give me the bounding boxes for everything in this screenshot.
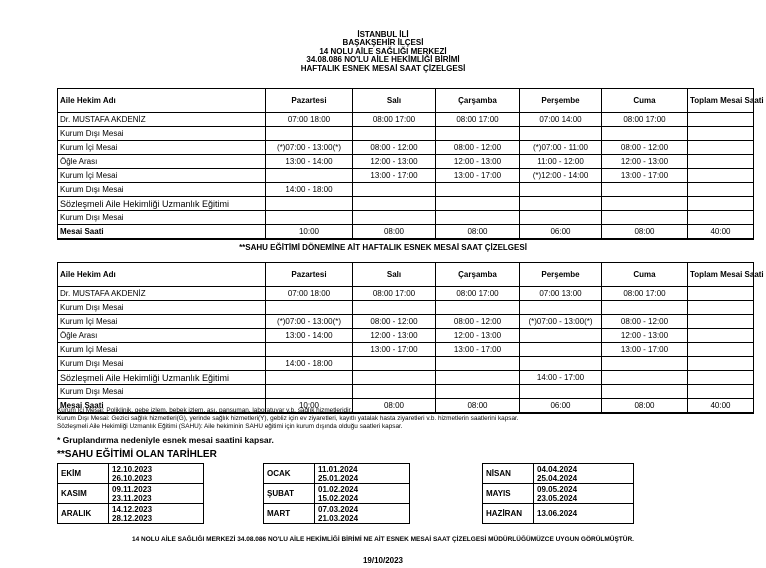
schedule-table-1 [57,88,764,240]
sahu-dates-col2 [263,463,410,524]
row-label: Kurum Dışı Mesai [58,301,266,315]
table-cell [688,197,754,211]
table-cell [688,169,754,183]
row-label: Öğle Arası [58,155,266,169]
table-cell [602,211,688,225]
row-label: Sözleşmeli Aile Hekimliği Uzmanlık Eğitimi [58,371,266,385]
table-cell: 08:00 - 12:00 [602,315,688,329]
table-header-row [58,263,754,287]
table-cell [266,385,353,399]
table-cell: 08:00 - 12:00 [436,315,520,329]
training-date-1: 13.06.2024 [537,509,578,518]
total-cell: 08:00 [353,399,436,414]
total-cell: 40:00 [688,225,754,240]
row-label: Kurum Dışı Mesai [58,211,266,225]
training-date-1: 09.05.2024 [537,484,578,494]
column-header: Pazartesi [266,89,353,113]
month-label: NİSAN [483,464,534,484]
training-dates [315,464,410,484]
row-label: Kurum Dışı Mesai [58,385,266,399]
sahu-date-row [264,464,410,484]
column-header: Cuma [602,89,688,113]
table-cell [688,329,754,343]
table-row [58,211,754,225]
approval-footer: 14 NOLU AİLE SAĞLIĞI MERKEZİ 34.08.086 NO'LU AİLE HEKİMLİĞİ BİRİMİ NE AİT ESNEK MESAİ SAAT ÇİZELGESİ MÜDÜRLÜĞÜMÜZCE UYGUN GÖRÜLMÜŞTÜR. [132,536,634,543]
table-cell: 13:00 - 17:00 [436,343,520,357]
grouping-note: * Gruplandırma nedeniyle esnek mesai saatini kapsar. [57,435,274,445]
month-label: MAYIS [483,484,534,504]
total-label: Mesai Saati [58,399,266,414]
table-cell [688,127,754,141]
table-cell: (*)12:00 - 14:00 [520,169,602,183]
column-header: Toplam Mesai Saati [688,89,754,113]
sahu-date-row [264,504,410,524]
sahu-schedule-title: **SAHU EĞİTİMİ DÖNEMİNE AİT HAFTALIK ESNEK MESAİ SAAT ÇİZELGESİ [239,243,527,252]
table-cell: (*)07:00 - 13:00(*) [266,141,353,155]
total-cell: 06:00 [520,399,602,414]
row-label: Kurum Dışı Mesai [58,183,266,197]
training-date-2: 23.11.2023 [112,493,152,503]
table-cell [688,315,754,329]
table-cell: 08:00 17:00 [436,113,520,127]
table-cell: 07:00 18:00 [266,287,353,301]
table-row [58,113,754,127]
table-cell [266,211,353,225]
training-date-2: 26.10.2023 [112,473,153,483]
sahu-date-row [483,504,634,524]
table-row [58,385,754,399]
table-cell [266,343,353,357]
column-header: Pazartesi [266,263,353,287]
table-row [58,127,754,141]
document-header [0,31,766,73]
sahu-dates-title: **SAHU EĞİTİMİ OLAN TARİHLER [57,449,217,460]
table-cell [436,211,520,225]
training-date-2: 21.03.2024 [318,513,359,523]
table-cell: 07:00 13:00 [520,287,602,301]
sahu-date-row [483,464,634,484]
table-row [58,371,754,385]
training-dates [109,464,204,484]
table-cell [520,329,602,343]
table-cell [436,301,520,315]
table-cell: 08:00 17:00 [353,287,436,301]
training-dates [534,504,634,524]
month-label: ARALIK [58,504,109,524]
training-date-2: 25.04.2024 [537,473,578,483]
table-cell [436,127,520,141]
column-header: Çarşamba [436,89,520,113]
table-cell [266,301,353,315]
total-cell: 08:00 [436,399,520,414]
table-cell [266,169,353,183]
month-label: HAZİRAN [483,504,534,524]
total-cell: 08:00 [436,225,520,240]
table-cell [353,183,436,197]
training-date-1: 04.04.2024 [537,464,578,474]
training-date-1: 09.11.2023 [112,484,152,494]
table-cell [353,211,436,225]
table-cell [353,301,436,315]
total-row [58,225,754,240]
column-header: Salı [353,89,436,113]
column-header: Perşembe [520,89,602,113]
table-cell [353,127,436,141]
table-cell [520,301,602,315]
training-date-1: 12.10.2023 [112,464,153,474]
row-label: Dr. MUSTAFA AKDENİZ [58,113,266,127]
table-cell [688,141,754,155]
table-cell: 08:00 17:00 [436,287,520,301]
table-cell: 13:00 - 14:00 [266,329,353,343]
total-cell: 06:00 [520,225,602,240]
table-cell [436,357,520,371]
table-cell [520,127,602,141]
table-row [58,287,754,301]
table-cell [520,343,602,357]
table-cell [353,385,436,399]
table-cell: 13:00 - 17:00 [602,169,688,183]
training-date-1: 11.01.2024 [318,464,358,474]
training-date-2: 25.01.2024 [318,473,359,483]
table-cell [602,385,688,399]
column-header: Çarşamba [436,263,520,287]
table-cell [520,385,602,399]
row-label: Kurum İçi Mesai [58,343,266,357]
table-cell: 12:00 - 13:00 [602,329,688,343]
total-cell: 40:00 [688,399,754,414]
table-cell: 11:00 - 12:00 [520,155,602,169]
table-row [58,329,754,343]
training-date-2: 23.05.2024 [537,493,578,503]
table-cell [688,385,754,399]
table-cell [520,197,602,211]
table-cell [602,357,688,371]
table-cell [688,343,754,357]
table-cell [520,183,602,197]
row-label: Kurum Dışı Mesai [58,127,266,141]
definitions-notes [57,407,519,432]
training-dates [315,504,410,524]
column-header: Salı [353,263,436,287]
header-title: HAFTALIK ESNEK MESAİ SAAT ÇİZELGESİ [300,63,466,73]
month-label: EKİM [58,464,109,484]
table-cell: 07:00 14:00 [520,113,602,127]
column-header: Perşembe [520,263,602,287]
header-district: BAŞAKŞEHİR İLÇESİ [342,38,424,48]
training-dates [534,464,634,484]
table-cell: 12:00 - 13:00 [436,155,520,169]
sahu-dates-col1 [57,463,204,524]
table-row [58,197,754,211]
table-cell: (*)07:00 - 13:00(*) [266,315,353,329]
table-cell: 13:00 - 17:00 [436,169,520,183]
table-cell [688,371,754,385]
table-cell [602,301,688,315]
schedule-table-2 [57,262,764,414]
month-label: OCAK [264,464,315,484]
column-header: Cuma [602,263,688,287]
row-label: Dr. MUSTAFA AKDENİZ [58,287,266,301]
table-cell: 08:00 17:00 [602,287,688,301]
table-cell [266,127,353,141]
total-cell: 08:00 [602,225,688,240]
header-center: 14 NOLU AİLE SAĞLIĞI MERKEZİ [319,46,447,56]
table-cell [688,301,754,315]
table-cell [602,371,688,385]
total-cell: 08:00 [602,399,688,414]
training-date-2: 28.12.2023 [112,513,153,523]
table-cell: 08:00 17:00 [353,113,436,127]
table-cell [436,197,520,211]
training-dates [534,484,634,504]
table-header-row [58,89,754,113]
table-row [58,357,754,371]
sahu-date-row [58,504,204,524]
sahu-date-row [483,484,634,504]
table-cell [266,371,353,385]
training-date-2: 15.02.2024 [318,493,359,503]
table-cell: 12:00 - 13:00 [602,155,688,169]
table-cell: 07:00 18:00 [266,113,353,127]
table-row [58,155,754,169]
month-label: MART [264,504,315,524]
table-row [58,183,754,197]
table-cell [353,357,436,371]
table-cell [266,197,353,211]
table-cell: 08:00 - 12:00 [353,315,436,329]
table-cell [353,371,436,385]
table-cell: 08:00 17:00 [602,113,688,127]
table-cell [436,371,520,385]
training-date-1: 14.12.2023 [112,504,153,514]
sahu-date-row [58,464,204,484]
table-row [58,315,754,329]
sahu-date-row [264,484,410,504]
row-label: Kurum İçi Mesai [58,315,266,329]
total-cell: 08:00 [353,225,436,240]
table-cell [602,183,688,197]
table-cell [436,183,520,197]
column-header: Aile Hekim Adı [58,263,266,287]
sahu-date-row [58,484,204,504]
table-row [58,343,754,357]
note-kurum-ici: Kurum İçi Mesai: Poliklinik, gebe izlem, bebek izlem, aşı, pansuman, laboratuvar v.b. sağlık hizmetleridir. [57,407,353,414]
table-cell: 13:00 - 17:00 [353,169,436,183]
table-cell [520,211,602,225]
table-cell [688,155,754,169]
table-cell: 13:00 - 17:00 [353,343,436,357]
table-cell [602,197,688,211]
training-dates [315,484,410,504]
header-province: İSTANBUL İLİ [357,30,409,39]
table-row [58,301,754,315]
table-cell [688,357,754,371]
column-header: Aile Hekim Adı [58,89,266,113]
table-cell: 08:00 - 12:00 [436,141,520,155]
table-cell: 08:00 - 12:00 [353,141,436,155]
training-dates [109,484,204,504]
training-date-1: 01.02.2024 [318,484,359,494]
table-cell: 14:00 - 18:00 [266,357,353,371]
table-cell [602,127,688,141]
table-cell: 12:00 - 13:00 [353,329,436,343]
table-cell [688,113,754,127]
table-cell [688,211,754,225]
document-date: 19/10/2023 [362,556,404,565]
table-row [58,141,754,155]
table-cell: 13:00 - 17:00 [602,343,688,357]
table-cell: 13:00 - 14:00 [266,155,353,169]
table-row [58,169,754,183]
table-cell: (*)07:00 - 11:00 [520,141,602,155]
total-cell: 10:00 [266,399,353,414]
table-cell: 12:00 - 13:00 [353,155,436,169]
header-unit: 34.08.086 NO'LU AİLE HEKİMLİĞİ BİRİMİ [306,55,460,65]
total-label: Mesai Saati [58,225,266,240]
note-kurum-disi: Kurum Dışı Mesai: Gezici sağlık hizmetleri(G), yerinde sağlık hizmetleri(Y), gebliz için ev ziyaretleri, kayıtlı yatalak hasta ziyaretleri v.b. hizmetlerin saatlerini kapsar. [57,415,519,423]
table-cell: (*)07:00 - 13:00(*) [520,315,602,329]
table-cell [688,287,754,301]
column-header: Toplam Mesai Saati [688,263,754,287]
training-dates [109,504,204,524]
note-sahu: Sözleşmeli Aile Hekimliği Uzmanlık Eğitimi (SAHU): Aile hekiminin SAHU eğitimi için kurum dışında olduğu saatleri kapsar. [57,423,403,431]
table-cell: 08:00 - 12:00 [602,141,688,155]
row-label: Kurum Dışı Mesai [58,357,266,371]
table-cell: 12:00 - 13:00 [436,329,520,343]
table-cell: 14:00 - 18:00 [266,183,353,197]
row-label: Sözleşmeli Aile Hekimliği Uzmanlık Eğitimi [58,197,266,211]
table-cell [520,357,602,371]
table-cell [436,385,520,399]
table-cell [353,197,436,211]
row-label: Kurum İçi Mesai [58,169,266,183]
table-cell [688,183,754,197]
row-label: Öğle Arası [58,329,266,343]
month-label: ŞUBAT [264,484,315,504]
sahu-dates-col3 [482,463,634,524]
total-cell: 10:00 [266,225,353,240]
month-label: KASIM [58,484,109,504]
training-date-1: 07.03.2024 [318,504,359,514]
row-label: Kurum İçi Mesai [58,141,266,155]
table-cell: 14:00 - 17:00 [520,371,602,385]
